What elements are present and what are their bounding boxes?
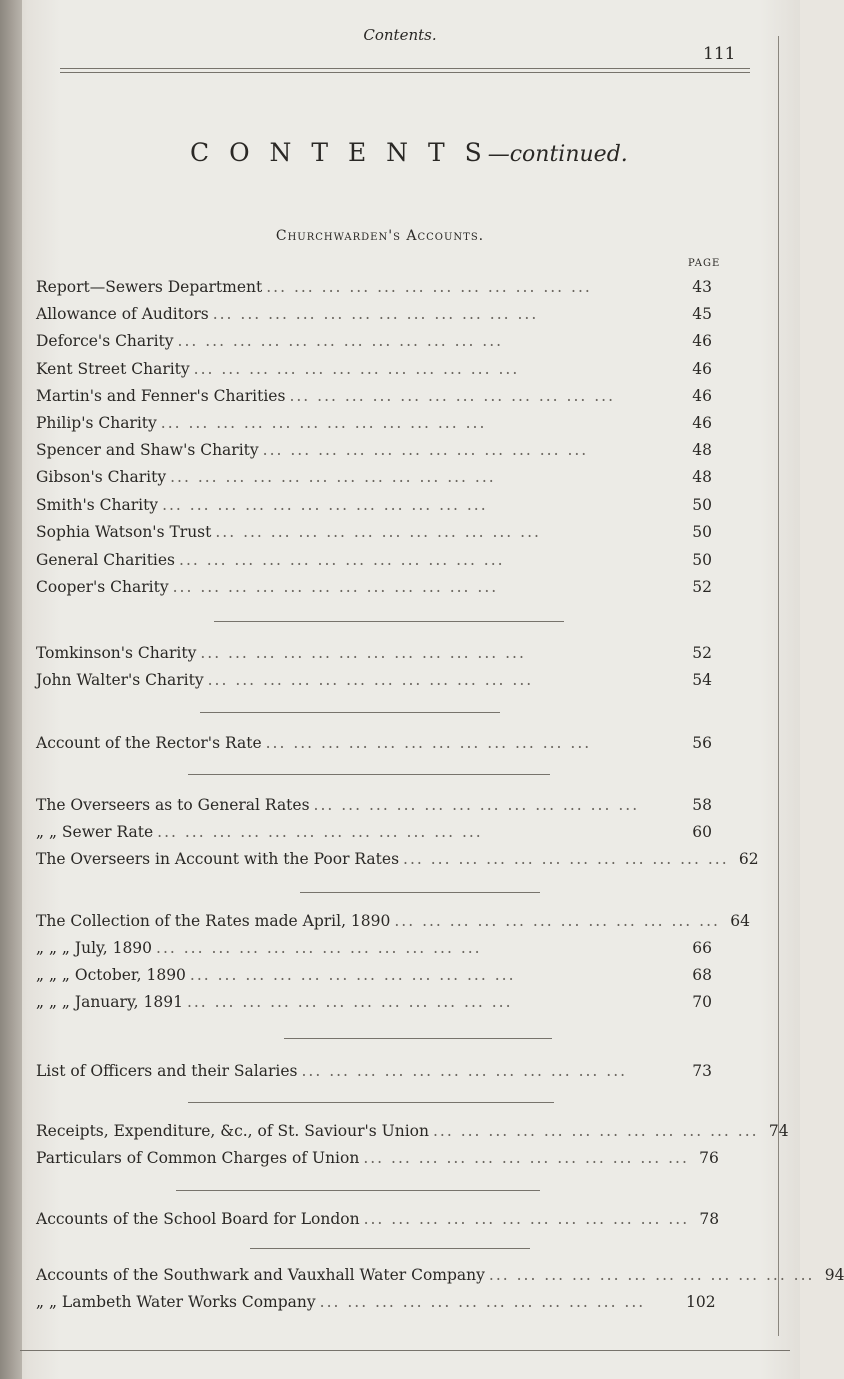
section-rule	[188, 1102, 554, 1103]
entry-label: The Overseers as to General Rates	[36, 796, 310, 814]
toc-entry	[36, 468, 712, 492]
entry-page: 56	[692, 734, 712, 752]
section-heading: Churchwarden's Accounts.	[275, 228, 485, 244]
dot-leader: ... ... ... ... ... ... ... ... ... ... ... ...	[262, 441, 589, 459]
toc-entry	[36, 523, 712, 547]
dot-leader: ... ... ... ... ... ... ... ... ... ... ... ...	[160, 414, 487, 432]
title-suffix: —continued.	[487, 142, 628, 167]
book-binding	[0, 0, 22, 1379]
dot-leader: ... ... ... ... ... ... ... ... ... ... ... ...	[403, 850, 729, 868]
contents-title	[190, 138, 628, 167]
section-rule	[200, 712, 500, 713]
entry-label: Accounts of the School Board for London	[36, 1210, 360, 1228]
entry-page: 78	[699, 1210, 720, 1228]
dot-leader: ... ... ... ... ... ... ... ... ... ... ... ...	[193, 360, 520, 378]
entry-page: 50	[692, 551, 712, 569]
dot-leader: ... ... ... ... ... ... ... ... ... ... ... ...	[488, 1266, 815, 1284]
toc-entry	[36, 278, 712, 302]
entry-label: Cooper's Charity	[36, 578, 169, 596]
entry-page: 73	[692, 1062, 712, 1080]
entry-page: 68	[692, 966, 712, 984]
toc-entry	[36, 734, 712, 758]
entry-label: List of Officers and their Salaries	[36, 1062, 298, 1080]
header-rule	[60, 68, 750, 69]
toc-entry	[36, 414, 712, 438]
toc-entry	[36, 1293, 716, 1317]
toc-entry	[36, 1266, 844, 1290]
entry-page: 102	[686, 1293, 716, 1311]
entry-page: 46	[692, 332, 712, 350]
dot-leader: ... ... ... ... ... ... ... ... ... ... ... ...	[156, 939, 482, 957]
entry-page: 66	[692, 939, 712, 957]
toc-entry	[36, 332, 712, 356]
dot-leader: ... ... ... ... ... ... ... ... ... ... ... ...	[157, 823, 483, 841]
toc-entry	[36, 993, 712, 1017]
entry-page: 52	[692, 644, 712, 662]
toc-entry	[36, 823, 712, 847]
entry-page: 60	[692, 823, 712, 841]
page-number: 111	[703, 44, 736, 64]
entry-label: Account of the Rector's Rate	[36, 734, 262, 752]
toc-entry	[36, 387, 712, 411]
entry-label: Sophia Watson's Trust	[36, 523, 212, 541]
section-rule	[188, 774, 550, 775]
toc-entry	[36, 578, 712, 602]
entry-label: „ „ Sewer Rate	[36, 823, 154, 841]
dot-leader: ... ... ... ... ... ... ... ... ... ... ... ...	[363, 1149, 689, 1167]
toc-entry	[36, 360, 712, 384]
dot-leader: ... ... ... ... ... ... ... ... ... ... ... ...	[433, 1122, 759, 1140]
entry-page: 46	[692, 414, 712, 432]
toc-entry	[36, 671, 712, 695]
section-rule	[284, 1038, 552, 1039]
entry-label: Spencer and Shaw's Charity	[36, 441, 259, 459]
dot-leader: ... ... ... ... ... ... ... ... ... ... ... ...	[170, 468, 496, 486]
entry-label: „ „ „ October, 1890	[36, 966, 186, 984]
toc-entry	[36, 939, 712, 963]
dot-leader: ... ... ... ... ... ... ... ... ... ... ... ...	[172, 578, 499, 596]
entry-page: 64	[730, 912, 750, 930]
entry-label: Martin's and Fenner's Charities	[36, 387, 286, 405]
page-column-label: PAGE	[688, 258, 721, 269]
entry-label: John Walter's Charity	[36, 671, 204, 689]
entry-label: The Overseers in Account with the Poor Rates	[36, 850, 400, 868]
page-edge-line	[778, 36, 779, 1336]
entry-page: 45	[692, 305, 712, 323]
entry-label: Receipts, Expenditure, &c., of St. Saviour's Union	[36, 1122, 429, 1140]
entry-page: 94	[824, 1266, 844, 1284]
section-rule	[250, 1248, 530, 1249]
dot-leader: ... ... ... ... ... ... ... ... ... ... ... ...	[319, 1293, 646, 1311]
entry-label: Allowance of Auditors	[36, 305, 209, 323]
toc-entry	[36, 966, 712, 990]
section-rule	[176, 1190, 540, 1191]
toc-entry	[36, 551, 712, 575]
toc-entry	[36, 796, 712, 820]
dot-leader: ... ... ... ... ... ... ... ... ... ... ... ...	[265, 734, 592, 752]
entry-page: 58	[692, 796, 712, 814]
entry-page: 76	[699, 1149, 719, 1167]
entry-label: Philip's Charity	[36, 414, 157, 432]
entry-label: General Charities	[36, 551, 176, 569]
entry-page: 50	[692, 523, 712, 541]
entry-label: Report—Sewers Department	[36, 278, 263, 296]
entry-label: Accounts of the Southwark and Vauxhall Water Company	[36, 1266, 485, 1284]
entry-page: 43	[692, 278, 712, 296]
dot-leader: ... ... ... ... ... ... ... ... ... ... ... ...	[301, 1062, 628, 1080]
header-rule-double	[60, 72, 750, 73]
entry-page: 62	[738, 850, 759, 868]
dot-leader: ... ... ... ... ... ... ... ... ... ... ... ...	[162, 496, 488, 514]
entry-label: Smith's Charity	[36, 496, 159, 514]
entry-page: 48	[692, 468, 712, 486]
toc-entry	[36, 912, 750, 936]
entry-label: „ „ „ July, 1890	[36, 939, 153, 957]
dot-leader: ... ... ... ... ... ... ... ... ... ... ... ...	[207, 671, 534, 689]
title-text: C O N T E N T S	[190, 138, 488, 167]
toc-entry	[36, 1149, 719, 1173]
entry-page: 48	[692, 441, 712, 459]
entry-label: Particulars of Common Charges of Union	[36, 1149, 360, 1167]
entry-page: 50	[692, 496, 712, 514]
dot-leader: ... ... ... ... ... ... ... ... ... ... ... ...	[313, 796, 640, 814]
entry-label: „ „ Lambeth Water Works Company	[36, 1293, 316, 1311]
toc-entry	[36, 850, 759, 874]
entry-page: 74	[768, 1122, 789, 1140]
entry-label: Gibson's Charity	[36, 468, 167, 486]
entry-page: 52	[692, 578, 712, 596]
toc-entry	[36, 1122, 789, 1146]
toc-entry	[36, 496, 712, 520]
section-rule	[214, 621, 564, 622]
section-rule	[300, 892, 540, 893]
entry-page: 46	[692, 387, 712, 405]
dot-leader: ... ... ... ... ... ... ... ... ... ... ... ...	[179, 551, 505, 569]
dot-leader: ... ... ... ... ... ... ... ... ... ... ... ...	[394, 912, 720, 930]
dot-leader: ... ... ... ... ... ... ... ... ... ... ... ...	[212, 305, 539, 323]
dot-leader: ... ... ... ... ... ... ... ... ... ... ... ...	[289, 387, 616, 405]
dot-leader: ... ... ... ... ... ... ... ... ... ... ... ...	[266, 278, 592, 296]
entry-page: 54	[692, 671, 712, 689]
dot-leader: ... ... ... ... ... ... ... ... ... ... ... ...	[363, 1210, 690, 1228]
running-head: Contents.	[363, 26, 437, 44]
toc-entry	[36, 1062, 712, 1086]
entry-page: 46	[692, 360, 712, 378]
dot-leader: ... ... ... ... ... ... ... ... ... ... ... ...	[186, 993, 513, 1011]
bottom-rule	[20, 1350, 790, 1351]
dot-leader: ... ... ... ... ... ... ... ... ... ... ... ...	[200, 644, 526, 662]
dot-leader: ... ... ... ... ... ... ... ... ... ... ... ...	[215, 523, 541, 541]
entry-page: 70	[692, 993, 712, 1011]
entry-label: Kent Street Charity	[36, 360, 190, 378]
dot-leader: ... ... ... ... ... ... ... ... ... ... ... ...	[189, 966, 516, 984]
toc-entry	[36, 441, 712, 465]
entry-label: „ „ „ January, 1891	[36, 993, 183, 1011]
toc-entry	[36, 644, 712, 668]
dot-leader: ... ... ... ... ... ... ... ... ... ... ... ...	[177, 332, 504, 350]
entry-label: The Collection of the Rates made April, 1890	[36, 912, 391, 930]
toc-entry	[36, 1210, 720, 1234]
entry-label: Tomkinson's Charity	[36, 644, 197, 662]
toc-entry	[36, 305, 712, 329]
entry-label: Deforce's Charity	[36, 332, 174, 350]
